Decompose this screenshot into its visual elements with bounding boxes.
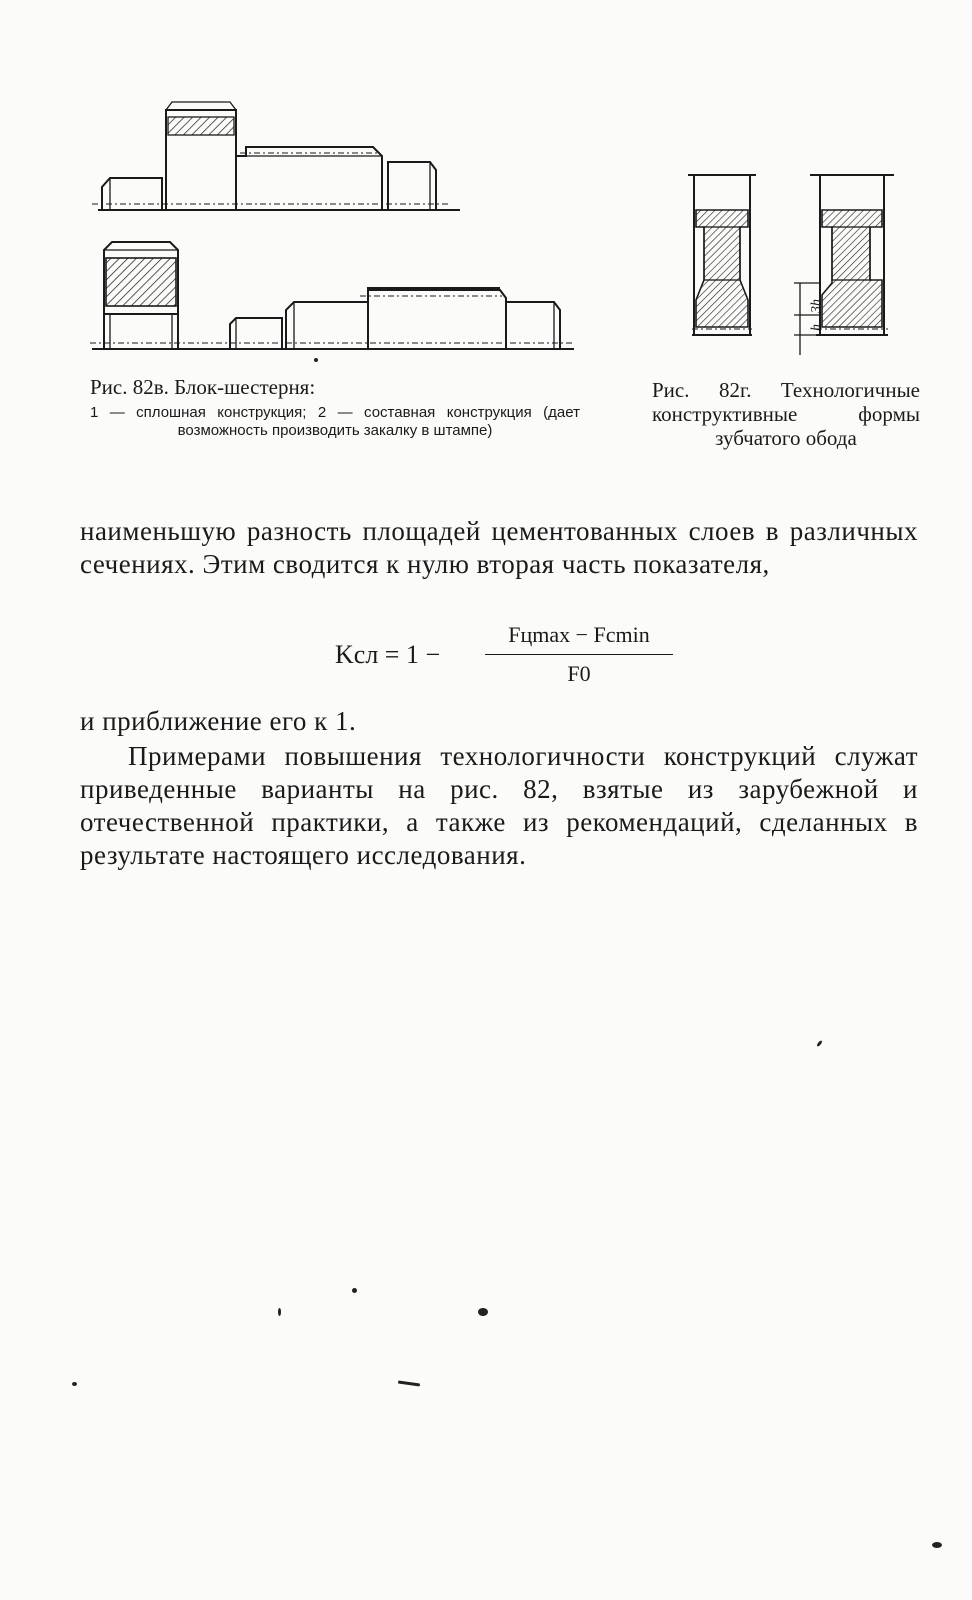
scan-speck (314, 358, 318, 362)
scan-speck (352, 1288, 357, 1293)
scan-speck (72, 1382, 77, 1386)
dim-label-3h: 3h (809, 299, 824, 313)
paragraph-3: Примерами повышения технологичности конструкций служат приведенные варианты на рис. 82, взятые из зарубежной и отечественной практики, а также из рекомендаций, сделанных в результате настоящего исследования. (80, 741, 918, 870)
gear-composite-construction (90, 242, 574, 349)
scan-speck (816, 1040, 823, 1047)
formula-lhs: Kсл = 1 − (335, 640, 441, 669)
scan-speck (398, 1380, 420, 1386)
formula-fraction (485, 618, 673, 687)
formula-denominator: F0 (567, 661, 591, 686)
caption-figure-82v (90, 375, 580, 440)
caption-figure-82g: Рис. 82г. Технологичные конструктивные формы зубчатого обода (652, 378, 920, 450)
rim-section-left (688, 175, 756, 335)
figure-gear-rim-forms (682, 165, 907, 365)
paragraph-1: наименьшую разность площадей цементованных слоев в различных сечениях. Этим сводится к нулю вторая часть показателя, (80, 516, 918, 579)
paragraph-2: и приближение его к 1. (80, 706, 357, 736)
scan-speck (278, 1308, 281, 1316)
dim-label-h: h (809, 324, 824, 331)
caption-text: 1 — сплошная конструкция; 2 — составная конструкция (дает возможность производить закалку в штампе) (90, 404, 580, 439)
scan-speck (478, 1308, 488, 1316)
figure-block-gear (90, 92, 580, 367)
gear-solid-construction (92, 102, 460, 210)
formula-ksl (335, 618, 685, 698)
formula-numerator: Fцmax − Fcmin (485, 618, 673, 655)
scan-speck (932, 1542, 942, 1548)
caption-title: Рис. 82в. Блок-шестерня: (90, 375, 316, 399)
